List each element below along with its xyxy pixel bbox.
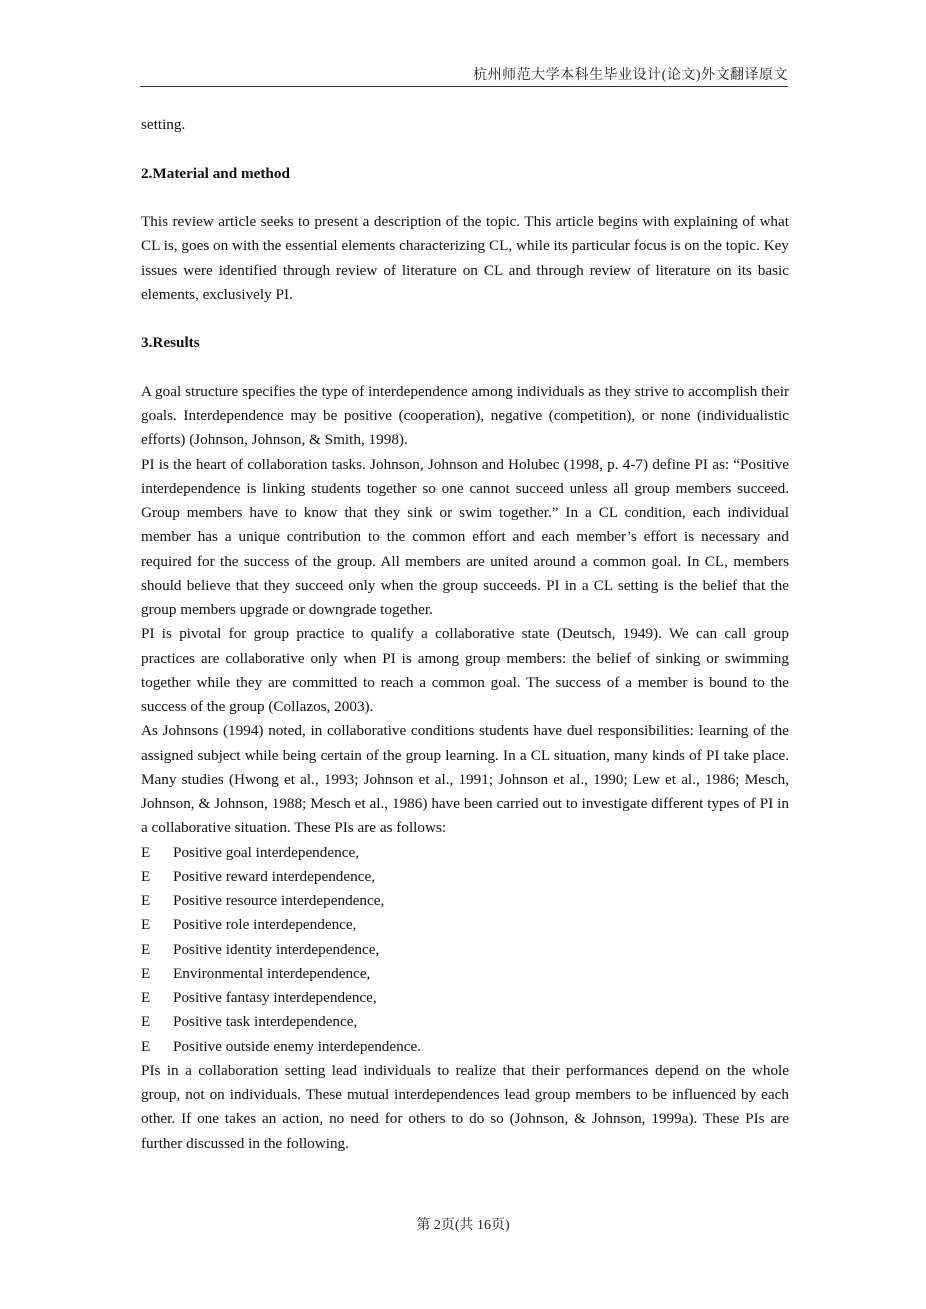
list-item-text: Positive goal interdependence, — [173, 843, 359, 861]
paragraph-goal-structure: A goal structure specifies the type of interdependence among individuals as they strive to accomplish their goals. Interdependence may be positive (cooperation), negative (competition), or none (individualistic efforts) (Johnson, Johnson, & Smith, 1998). — [141, 382, 789, 449]
paragraph-johnsons: As Johnsons (1994) noted, in collaborative conditions students have duel responsibilities: learning of the assigned subject while being certain of the group learning. In a CL situation, many kinds of PI take place. Many studies (Hwong et al., 1993; Johnson et al., 1991; Johnson et al., 1990; Lew et al., 1986; Mesch, Johnson, & Johnson, 1988; Mesch et al., 1986) have been carried out to investigate different types of PI in a collaborative situation. These PIs are as follows: — [141, 722, 789, 837]
list-item — [141, 865, 789, 889]
section-heading-results: 3.Results — [141, 334, 200, 352]
list-item-text: Positive resource interdependence, — [173, 892, 385, 909]
list-item — [141, 962, 789, 986]
list-item-text: Positive outside enemy interdependence. — [173, 1037, 421, 1055]
list-item-text: Positive identity interdependence, — [173, 940, 380, 958]
section-heading-material-method: 2.Material and method — [141, 164, 290, 182]
opening-fragment: setting. — [141, 116, 186, 133]
list-item — [141, 841, 789, 865]
list-item — [141, 986, 789, 1010]
list-item-text: Positive task interdependence, — [173, 1013, 358, 1031]
paragraph-pi-heart: PI is the heart of collaboration tasks. Johnson, Johnson and Holubec (1998, p. 4-7) define PI as: “Positive interdependence is linking students together so one cannot succeed unless all group members succeed. Group members have to know that they sink or swim together.” In a CL condition, each individual member has a unique contribution to the common effort and each member’s effort is necessary and required for the success of the group. All members are united around a common goal. In CL, members should believe that they succeed only when the group succeeds. PI in a CL setting is the belief that the group members upgrade or downgrade together. — [141, 455, 789, 618]
list-item-text: Positive reward interdependence, — [173, 867, 375, 885]
list-item-text: Environmental interdependence, — [173, 964, 371, 982]
bullet-marker: E — [141, 964, 151, 982]
list-item-text: Positive fantasy interdependence, — [173, 989, 377, 1006]
running-header: 杭州师范大学本科生毕业设计(论文)外文翻译原文 — [473, 68, 788, 83]
list-item-text: Positive role interdependence, — [173, 916, 357, 934]
header-divider — [140, 86, 788, 87]
list-item — [141, 938, 789, 962]
list-item — [141, 913, 789, 937]
pi-types-list — [141, 841, 789, 1059]
bullet-marker: E — [141, 940, 151, 958]
bullet-marker: E — [141, 843, 151, 861]
paragraph-closing: PIs in a collaboration setting lead individuals to realize that their performances depend on the whole group, not on individuals. These mutual interdependences lead group members to be influenced by each other. If one takes an action, no need for others to do so (Johnson, & Johnson, 1999a). These PIs are further discussed in the following. — [141, 1061, 789, 1152]
bullet-marker: E — [141, 1013, 151, 1031]
bullet-marker: E — [141, 867, 151, 885]
list-item — [141, 1010, 789, 1034]
bullet-marker: E — [141, 916, 151, 934]
bullet-marker: E — [141, 1037, 151, 1055]
paragraph-material-method: This review article seeks to present a description of the topic. This article begins with explaining of what CL is, goes on with the essential elements characterizing CL, while its particular focus is on the topic. Key issues were identified through review of literature on CL and through review of literature on its basic elements, exclusively PI. — [141, 213, 789, 303]
bullet-marker: E — [141, 892, 151, 909]
list-item — [141, 889, 789, 913]
paragraph-pi-pivotal: PI is pivotal for group practice to qualify a collaborative state (Deutsch, 1949). We can call group practices are collaborative only when PI is among group members: the belief of sinking or swimming together while they are committed to reach a common goal. The success of a member is bound to the success of the group (Collazos, 2003). — [141, 625, 789, 715]
bullet-marker: E — [141, 989, 151, 1006]
page-number: 第 2页(共 16页) — [416, 1218, 510, 1233]
list-item — [141, 1035, 789, 1059]
page-body — [141, 113, 789, 1156]
